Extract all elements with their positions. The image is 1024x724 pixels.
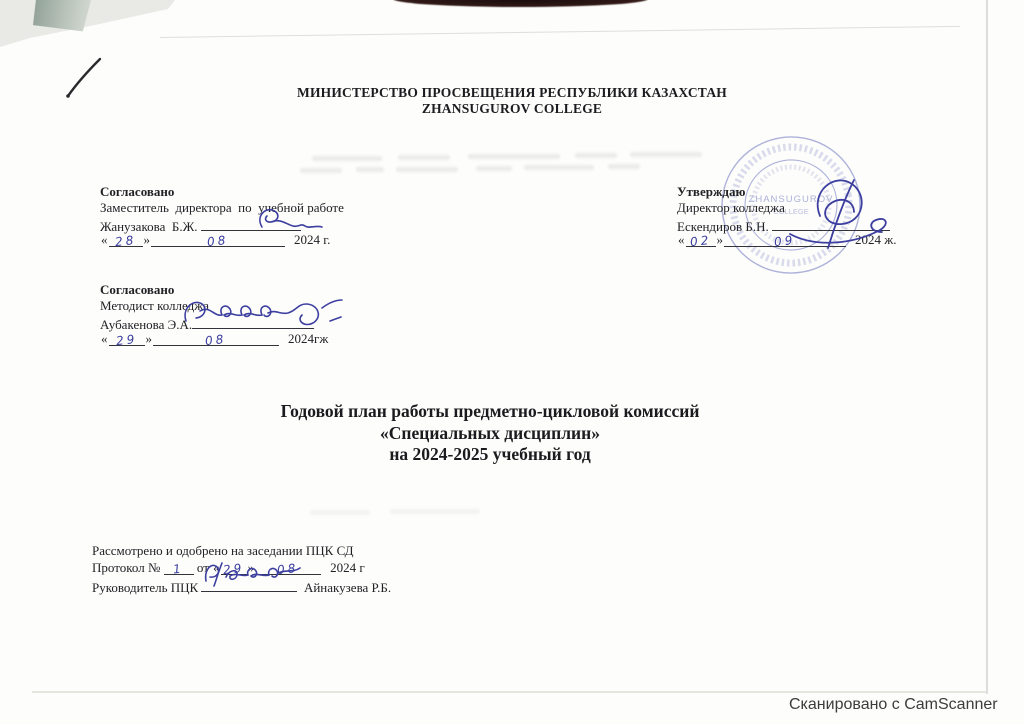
title-line1: Годовой план работы предметно-цикловой комиссий: [280, 401, 700, 421]
agreed2-month-handwritten: 08: [204, 331, 228, 349]
page-right-edge: [986, 0, 988, 694]
agreed1-label: Согласовано: [100, 184, 175, 199]
quote-close: »: [716, 232, 723, 247]
college-name-line: ZHANSUGUROV COLLEGE: [421, 101, 603, 116]
protocol-month-underline: [255, 560, 321, 578]
approved-day-underline: [686, 232, 716, 250]
protocol-leader-signature-line: [201, 577, 297, 592]
pen-slash-mark: [60, 53, 108, 103]
agreed1-date-line: [100, 232, 331, 250]
protocol-leader-label: Руководитель ПЦК: [92, 580, 199, 595]
agreed1-month-underline: [151, 232, 285, 250]
ministry-header: [112, 85, 912, 117]
page-bottom-edge: [32, 691, 986, 693]
document-title: [140, 401, 840, 466]
approved-year: 2024 ж.: [855, 232, 897, 247]
title-line2: «Специальных дисциплин»: [380, 422, 600, 443]
agreed2-name: Аубакенова Э.А.: [100, 317, 193, 332]
agreed2-date-line: [100, 331, 329, 349]
agreed2-signature-line: [192, 314, 314, 329]
agreed1-role: Заместитель директора по учебной работе: [100, 200, 344, 215]
stamp-text-line2: COLLEGE: [773, 207, 809, 216]
agreed1-year: 2024 г.: [294, 232, 331, 247]
approved-day-handwritten: 02: [689, 232, 712, 250]
protocol-year: 2024 г: [330, 560, 365, 575]
protocol-ot: от: [196, 560, 209, 575]
agreed2-day-handwritten: 29: [115, 331, 138, 349]
protocol-reviewed-line: Рассмотрено и одобрено на заседании ПЦК СД: [92, 543, 354, 558]
agreed1-day-handwritten: 28: [114, 232, 137, 250]
stamp-text-line1: ZHANSUGUROV: [748, 194, 834, 205]
approved-label: Утверждаю: [677, 184, 746, 199]
protocol-number-line: [92, 560, 365, 578]
quote-close: »: [247, 560, 255, 575]
quote-close: »: [145, 331, 152, 346]
protocol-number-handwritten: 1: [172, 561, 185, 577]
quote-close: »: [143, 232, 150, 247]
approved-name: Ескендиров Б.Н.: [677, 219, 769, 234]
protocol-label: Протокол №: [92, 560, 161, 575]
title-line3: на 2024-2025 учебный год: [389, 444, 591, 464]
agreed2-month-underline: [153, 331, 279, 349]
agreed1-day-underline: [109, 232, 143, 250]
protocol-leader-name: Айнакузева Р.Б.: [303, 580, 392, 595]
protocol-day-underline: [221, 560, 247, 578]
camscanner-watermark: Сканировано с CamScanner: [789, 696, 998, 713]
agreed1-signature-line: [201, 216, 301, 231]
agreed2-role: Методист колледжа: [100, 298, 209, 313]
agreed2-year: 2024гж: [288, 331, 329, 346]
quote-open: «: [213, 560, 220, 575]
protocol-leader-line: [92, 577, 391, 595]
approved-month-underline: [724, 232, 846, 250]
scan-top-dark-blob: [393, 0, 648, 7]
approved-date-line: [677, 232, 897, 250]
protocol-number-underline: [164, 560, 194, 575]
agreed2-name-line: [100, 314, 314, 332]
agreed2-label: Согласовано: [100, 282, 175, 297]
approved-signature-line: [772, 216, 890, 231]
agreed1-name: Жанузакова Б.Ж.: [100, 219, 198, 234]
quote-open: «: [101, 331, 108, 346]
agreed1-month-handwritten: 08: [206, 232, 230, 250]
page-crease-line: [160, 26, 960, 38]
quote-open: «: [678, 232, 685, 247]
ministry-header-line1: МИНИСТЕРСТВО ПРОСВЕЩЕНИЯ РЕСПУБЛИКИ КАЗАХСТАН: [297, 85, 727, 100]
protocol-day-handwritten: 29: [222, 560, 245, 578]
protocol-month-handwritten: 08: [276, 560, 300, 578]
agreed2-day-underline: [109, 331, 145, 349]
quote-open: «: [101, 232, 108, 247]
approved-month-handwritten: 09: [773, 232, 797, 250]
approved-role: Директор колледжа: [677, 200, 785, 215]
